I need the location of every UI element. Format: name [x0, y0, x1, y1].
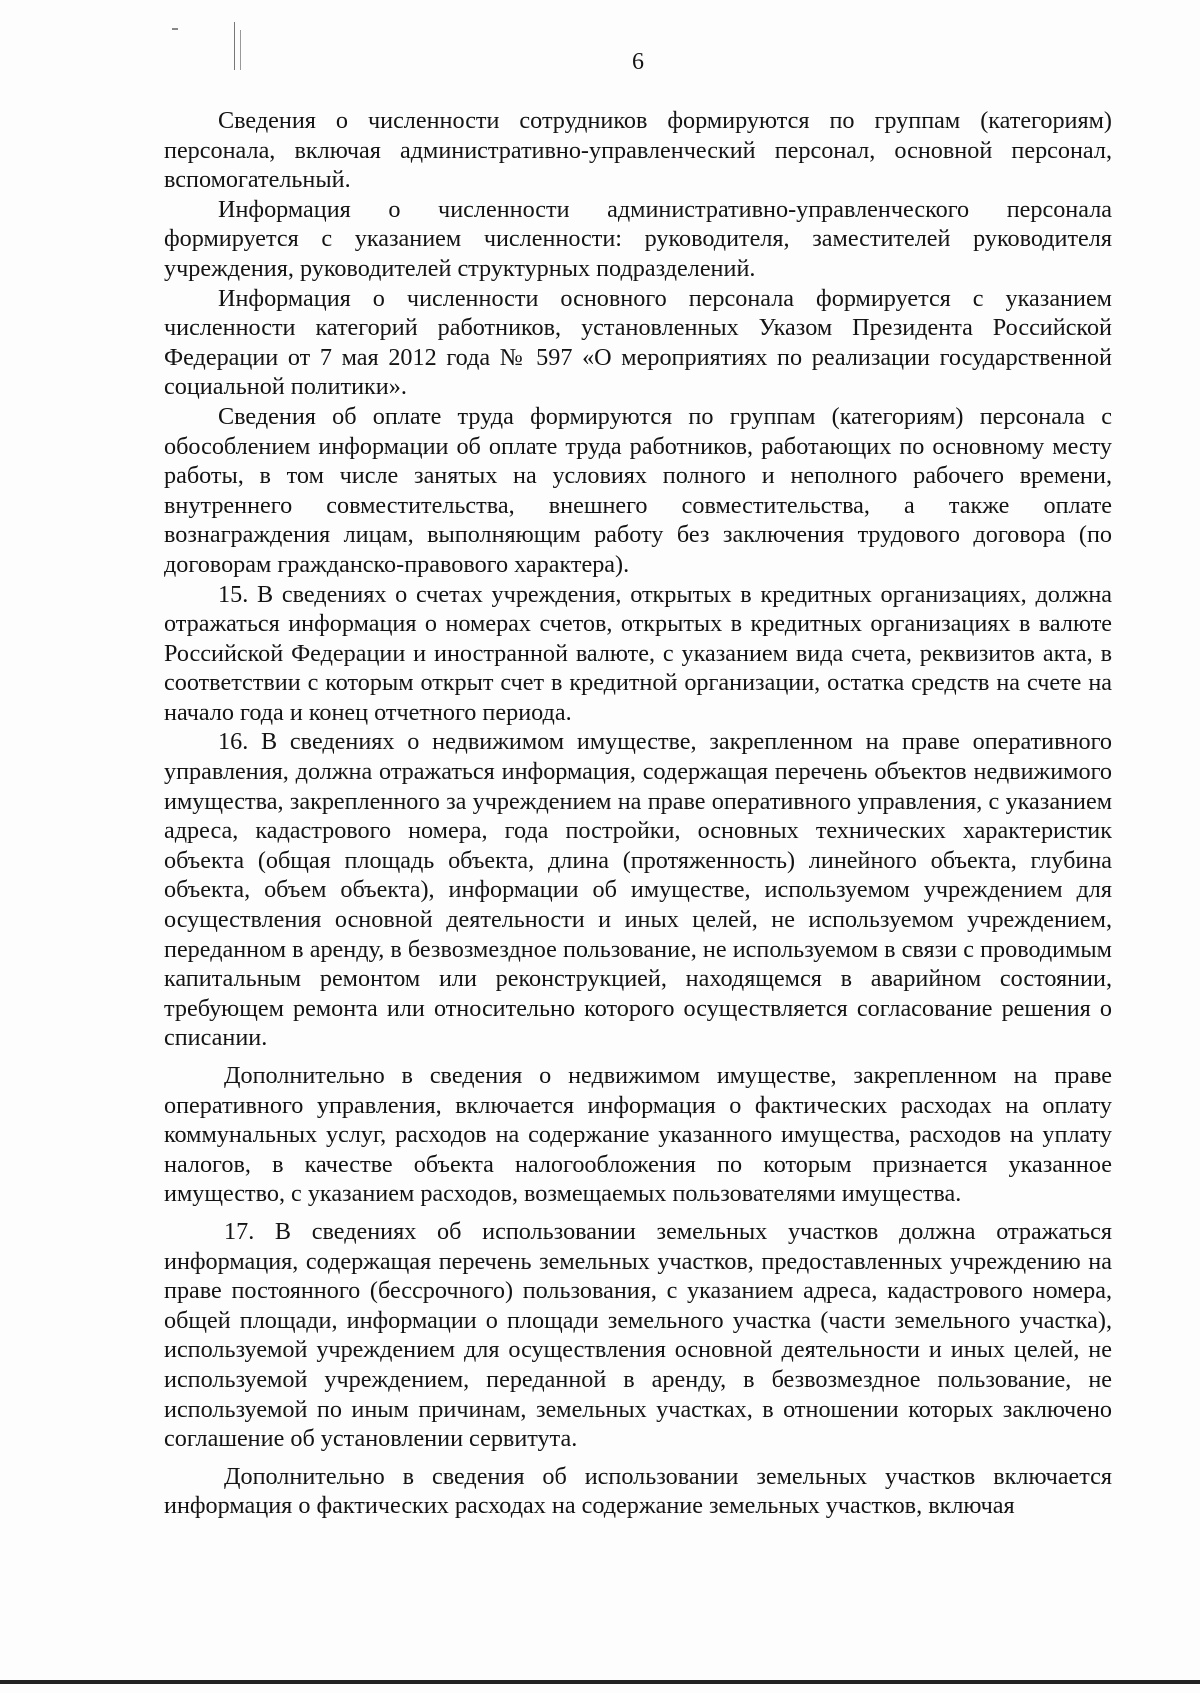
document-body	[164, 106, 1112, 1521]
paragraph-admin-staff: Информация о численности административно-управленческого персонала формируется с указанием численности: руководителя, заместителей руководителя учреждения, руководителей структурных подразделений.	[164, 195, 1112, 282]
paragraph-wages: Сведения об оплате труда формируются по группам (категориям) персонала с обособлением информации об оплате труда работников, работающих по основному месту работы, в том числе занятых на условиях полного и неполного рабочего времени, внутреннего совместительства, внешнего совместительства, а также оплате вознаграждения лицам, выполняющим работу без заключения трудового договора (по договорам гражданско-правового характера).	[164, 402, 1112, 578]
paragraph-16-real-estate: 16. В сведениях о недвижимом имуществе, закрепленном на праве оперативного управления, должна отражаться информация, содержащая перечень объектов недвижимого имущества, закрепленного за учреждением на праве оперативного управления, с указанием адреса, кадастрового номера, года постройки, основных технических характеристик объекта (общая площадь объекта, длина (протяженность) линейного объекта, глубина объекта, объем объекта), информации об имуществе, используемом учреждением для осуществления основной деятельности и иных целей, не используемом учреждением, переданном в аренду, в безвозмездное пользование, не используемом в связи с проводимым капитальным ремонтом или реконструкцией, находящемся в аварийном состоянии, требующем ремонта или относительно которого осуществляется согласование решения о списании.	[164, 728, 1112, 1052]
paragraph-staff-count: Сведения о численности сотрудников формируются по группам (категориям) персонала, включая административно-управленческий персонал, основной персонал, вспомогательный.	[164, 107, 1112, 194]
paragraph-main-staff: Информация о численности основного персонала формируется с указанием численности категорий работников, установленных Указом Президента Российской Федерации от 7 мая 2012 года № 597 «О мероприятиях по реализации государственной социальной политики».	[164, 284, 1112, 401]
paragraph-15-accounts: 15. В сведениях о счетах учреждения, открытых в кредитных организациях, должна отражаться информация о номерах счетов, открытых в кредитных организациях в валюте Российской Федерации и иностранной валюте, с указанием вида счета, реквизитов акта, в соответствии с которым открыт счет в кредитной организации, остатка средств на счете на начало года и конец отчетного периода.	[164, 580, 1112, 726]
paragraph-real-estate-expenses: Дополнительно в сведения о недвижимом имуществе, закрепленном на праве оперативного управления, включается информация о фактических расходах на оплату коммунальных услуг, расходов на содержание указанного имущества, расходов на уплату налогов, в качестве объекта налогообложения по которым признается указанное имущество, с указанием расходов, возмещаемых пользователями имущества.	[164, 1062, 1112, 1208]
paragraph-land-expenses: Дополнительно в сведения об использовании земельных участков включается информация о фактических расходах на содержание земельных участков, включая	[164, 1462, 1112, 1520]
paragraph-17-land-plots: 17. В сведениях об использовании земельных участков должна отражаться информация, содержащая перечень земельных участков, предоставленных учреждению на праве постоянного (бессрочного) пользования, с указанием адреса, кадастрового номера, общей площади, информации о площади земельного участка (части земельного участка), используемой учреждением для осуществления основной деятельности и иных целей, не используемой учреждением, переданной в аренду, в безвозмездное пользование, не используемой по иным причинам, земельных участках, в отношении которых заключено соглашение об установлении сервитута.	[164, 1217, 1112, 1453]
scan-bottom-edge	[0, 1680, 1200, 1684]
scan-artifact	[172, 28, 178, 30]
page-number: 6	[632, 49, 644, 75]
